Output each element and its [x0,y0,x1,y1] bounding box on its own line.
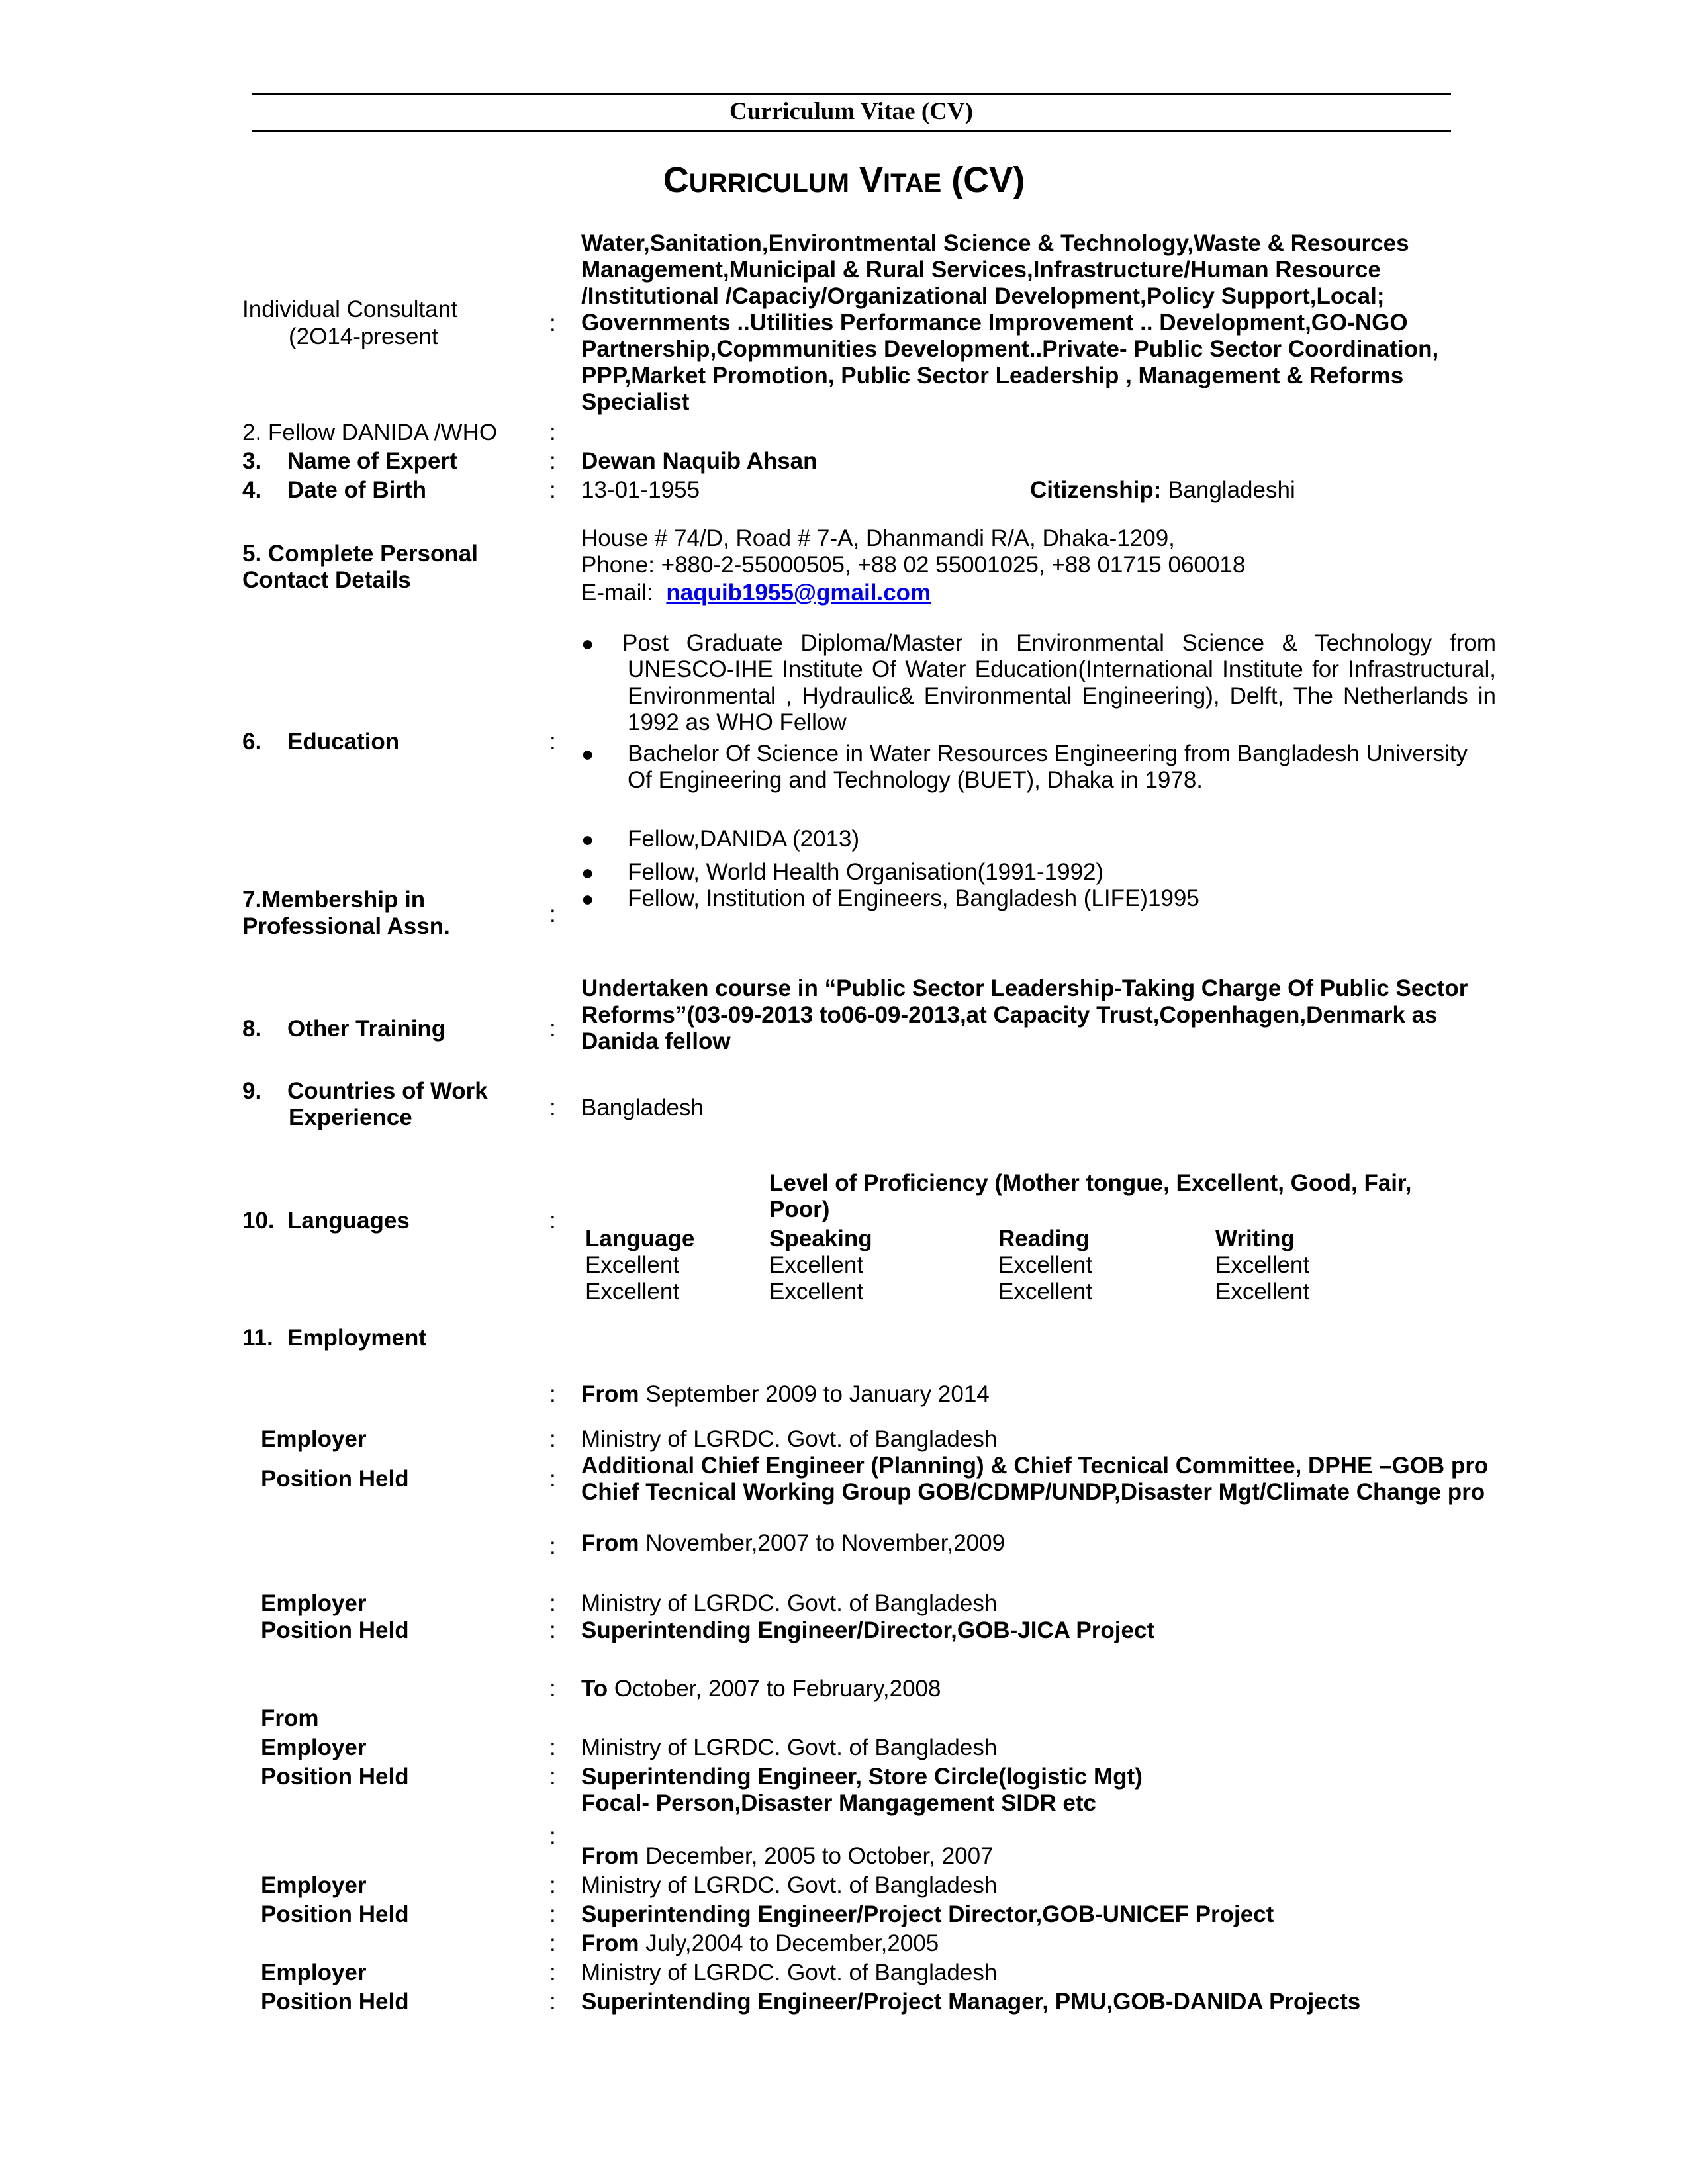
e5-period: July,2004 to December,2005 [645,1931,939,1956]
languages-label: Languages [287,1208,410,1234]
e2-from [581,1530,1005,1557]
dob-value: 13-01-1955 [581,477,700,503]
countries-sep: : [549,1095,556,1120]
lang-r2-writing: Excellent [1215,1279,1310,1304]
e3-to-label: To [581,1676,608,1702]
lang-r1-reading: Excellent [998,1252,1093,1278]
e4-employer: Ministry of LGRDC. Govt. of Bangladesh [581,1872,998,1898]
training-line-3: Danida fellow [581,1028,731,1054]
e3-position-line-2: Focal- Person,Disaster Mangagement SIDR etc [581,1790,1096,1816]
membership-bullet-1: ● [581,827,594,851]
e3-employer: Ministry of LGRDC. Govt. of Bangladesh [581,1735,998,1760]
e5-employer: Ministry of LGRDC. Govt. of Bangladesh [581,1960,998,1985]
consultant-label-1: Individual Consultant [242,296,457,322]
e5-from-label: From [581,1931,639,1956]
e3-from-label: From [261,1706,319,1731]
education-item-2-line-1: Bachelor Of Science in Water Resources Engineering from Bangladesh University [628,741,1468,766]
education-bullet-2: ● [581,742,594,766]
lang-header-language: Language [585,1226,695,1251]
title-c: C [663,160,689,200]
e4-position-sep: : [549,1901,556,1927]
expert-value: Dewan Naquib Ahsan [581,448,818,474]
lang-header-reading: Reading [998,1226,1090,1251]
lang-r2-language: Excellent [585,1279,680,1304]
contact-address: House # 74/D, Road # 7-A, Dhanmandi R/A, Dhaka-1209, [581,525,1175,551]
e2-position: Superintending Engineer/Director,GOB-JICA Project [581,1617,1155,1643]
consultant-line-1: Water,Sanitation,Environtmental Science & Technology,Waste & Resources [581,230,1409,256]
countries-label-1: Countries of Work [287,1078,488,1104]
e1-position-sep: : [549,1466,556,1492]
expert-label: Name of Expert [287,448,457,474]
header-top-rule [252,93,1451,95]
employment-label: Employment [287,1325,427,1351]
training-label: Other Training [287,1016,446,1042]
proficiency-line-1: Level of Proficiency (Mother tongue, Excellent, Good, Fair, [769,1170,1412,1196]
e2-employer-sep: : [549,1590,556,1616]
e4-from [581,1843,994,1870]
training-line-1: Undertaken course in “Public Sector Leadership-Taking Charge Of Public Sector [581,976,1468,1001]
page-title [0,160,1688,203]
fellow-label: 2. Fellow DANIDA /WHO [242,420,498,445]
education-item-2-line-2: Of Engineering and Technology (BUET), Dhaka in 1978. [628,767,1203,793]
training-sep: : [549,1016,556,1042]
education-sep: : [549,729,556,754]
proficiency-line-2: Poor) [769,1197,830,1222]
citizenship-label: Citizenship: [1030,477,1162,503]
countries-label-2: Experience [289,1105,412,1130]
training-num: 8. [242,1016,262,1042]
e5-employer-label: Employer [261,1960,367,1985]
membership-label-1: 7.Membership in [242,887,426,913]
e4-position: Superintending Engineer/Project Director,GOB-UNICEF Project [581,1901,1274,1927]
e2-employer: Ministry of LGRDC. Govt. of Bangladesh [581,1590,998,1616]
e5-from [581,1931,939,1957]
e4-from-sep: : [549,1823,556,1849]
contact-label-2: Contact Details [242,567,411,593]
contact-label-1: 5. Complete Personal [242,541,478,567]
membership-bullet-2: ● [581,860,594,884]
languages-num: 10. [242,1208,275,1234]
e1-position-label: Position Held [261,1466,409,1492]
e3-employer-sep: : [549,1735,556,1760]
membership-label-2: Professional Assn. [242,913,450,939]
e1-position-line-1: Additional Chief Engineer (Planning) & Chief Tecnical Committee, DPHE –GOB pro [581,1453,1489,1479]
membership-bullet-3: ● [581,887,594,911]
consultant-line-7: Specialist [581,389,690,415]
consultant-line-4: Governments ..Utilities Performance Improvement .. Development,GO-NGO [581,310,1408,336]
e2-position-label: Position Held [261,1617,409,1643]
title-cv: (CV) [951,160,1025,200]
running-header: Curriculum Vitae (CV) [729,98,973,125]
languages-sep: : [549,1208,556,1234]
lang-r1-language: Excellent [585,1252,680,1278]
consultant-label-2: (2O14-present [289,324,438,349]
lang-r2-reading: Excellent [998,1279,1093,1304]
lang-header-writing: Writing [1215,1226,1295,1251]
e3-to [581,1676,941,1702]
e4-position-label: Position Held [261,1901,409,1927]
e1-from-sep: : [549,1381,556,1407]
dob-label: Date of Birth [287,477,426,503]
employment-num: 11. [242,1325,273,1351]
consultant-line-3: /Institutional /Capaciy/Organizational Development,Policy Support,Local; [581,283,1385,309]
e5-from-sep: : [549,1931,556,1956]
e3-employer-label: Employer [261,1735,367,1760]
expert-sep: : [549,448,556,474]
e1-position-line-2: Chief Tecnical Working Group GOB/CDMP/UNDP,Disaster Mgt/Climate Change pro [581,1479,1485,1505]
e2-employer-label: Employer [261,1590,367,1616]
e4-employer-label: Employer [261,1872,367,1898]
e5-position: Superintending Engineer/Project Manager, PMU,GOB-DANIDA Projects [581,1989,1361,2015]
e1-from [581,1381,990,1408]
e1-employer-sep: : [549,1426,556,1452]
education-bullet-1: ● [581,631,594,655]
email-link[interactable]: naquib1955@gmail.com [666,580,931,606]
header-bottom-rule [252,130,1451,132]
consultant-line-5: Partnership,Copmmunities Development..Private- Public Sector Coordination, [581,336,1439,362]
contact-email-row [581,580,931,606]
e2-from-sep: : [549,1533,556,1559]
e2-position-sep: : [549,1617,556,1643]
e4-employer-sep: : [549,1872,556,1898]
expert-num: 3. [242,448,262,474]
e2-from-label: From [581,1530,639,1556]
training-line-2: Reforms”(03-09-2013 to06-09-2013,at Capacity Trust,Copenhagen,Denmark as [581,1002,1438,1028]
e1-employer: Ministry of LGRDC. Govt. of Bangladesh [581,1426,998,1452]
dob-num: 4. [242,477,262,503]
lang-r1-speaking: Excellent [769,1252,864,1278]
e5-position-sep: : [549,1989,556,2015]
e3-position-label: Position Held [261,1764,409,1790]
title-itae: ITAE [883,169,942,198]
fellow-sep: : [549,420,556,445]
e1-period: September 2009 to January 2014 [645,1381,990,1407]
citizenship [1030,477,1295,504]
consultant-line-6: PPP,Market Promotion, Public Sector Leadership , Management & Reforms [581,363,1404,388]
membership-item-2: Fellow, World Health Organisation(1991-1992) [628,859,1104,885]
countries-num: 9. [242,1078,262,1104]
title-v: V [859,160,884,200]
dob-sep: : [549,477,556,503]
e5-employer-sep: : [549,1960,556,1985]
e3-position-line-1: Superintending Engineer, Store Circle(logistic Mgt) [581,1764,1143,1790]
e4-period: December, 2005 to October, 2007 [645,1843,994,1869]
email-label: E-mail: [581,580,653,606]
lang-r2-speaking: Excellent [769,1279,864,1304]
contact-phone: Phone: +880-2-55000505, +88 02 55001025, +88 01715 060018 [581,552,1246,578]
education-item-1: Post Graduate Diploma/Master in Environmental Science & Technology from UNESCO-IHE Institute Of Water Education(International Institute for Infrastructural, Environmental , Hydraulic& Environmental Engineering), Delft, The Netherlands in 1992 as WHO Fellow [622,630,1496,735]
e3-position-sep: : [549,1764,556,1790]
membership-item-3: Fellow, Institution of Engineers, Bangladesh (LIFE)1995 [628,886,1199,911]
e1-from-label: From [581,1381,639,1407]
citizenship-value: Bangladeshi [1168,477,1295,503]
lang-r1-writing: Excellent [1215,1252,1310,1278]
membership-item-1: Fellow,DANIDA (2013) [628,826,860,852]
e3-period: October, 2007 to February,2008 [614,1676,941,1702]
e5-position-label: Position Held [261,1989,409,2015]
consultant-sep: : [549,310,556,336]
countries-value: Bangladesh [581,1095,704,1120]
e1-employer-label: Employer [261,1426,367,1452]
e4-from-label: From [581,1843,639,1869]
title-urriculum: URRICULUM [688,169,849,198]
e3-to-sep: : [549,1676,556,1702]
lang-header-speaking: Speaking [769,1226,872,1251]
consultant-line-2: Management,Municipal & Rural Services,Infrastructure/Human Resource [581,257,1381,283]
education-label: Education [287,729,400,754]
education-num: 6. [242,729,262,754]
e2-period: November,2007 to November,2009 [645,1530,1006,1556]
membership-sep: : [549,901,556,927]
